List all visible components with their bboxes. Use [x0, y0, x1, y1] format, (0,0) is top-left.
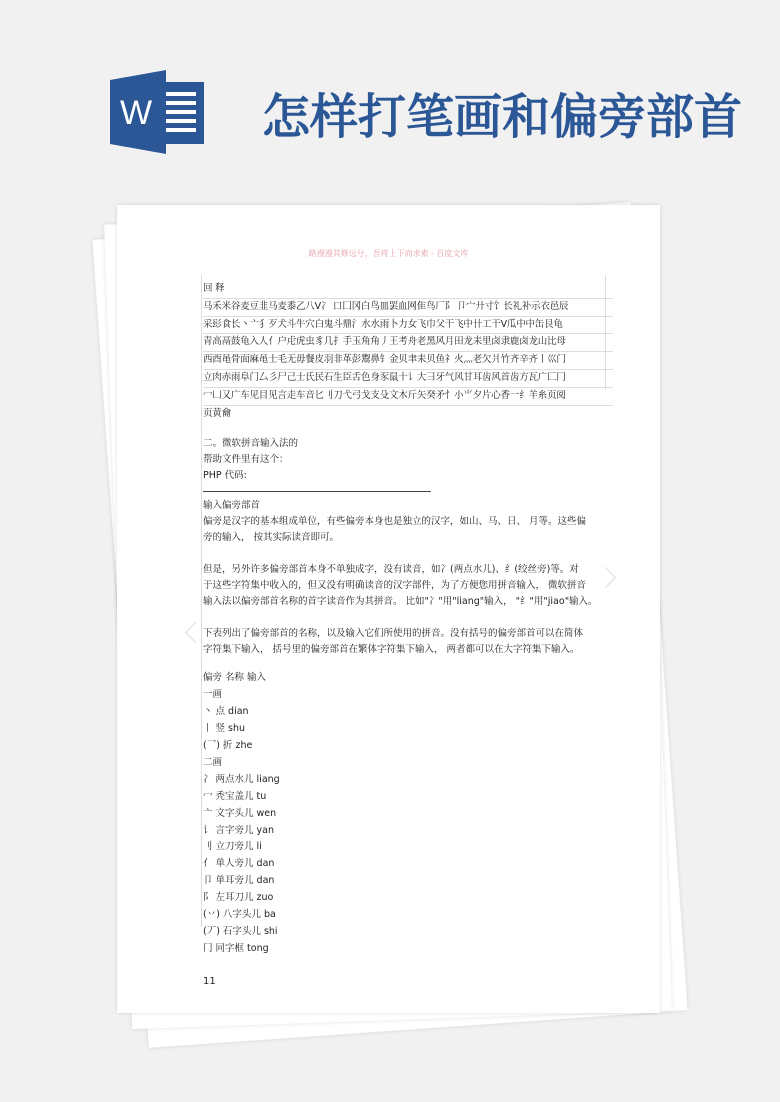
text-line: 偏旁是汉字的基本组成单位，有些偏旁本身也是独立的汉字，如山、马、日、 月等。这些偏: [203, 516, 587, 528]
table-row: 亠 文字头儿 wen: [203, 807, 277, 819]
grid-row: 采髟食长丶亠犭歹犬斗牛穴白鬼斗鼎氵水水雨卜力女飞巾父干飞中卄工干V瓜中中缶艮龟: [203, 317, 613, 335]
table-row: (丆) 石字头儿 shi: [203, 925, 278, 937]
divider: [203, 491, 431, 492]
text-line: 旁的输入， 按其实际读音即可。: [203, 532, 340, 544]
text-line: 字符集下输入， 括号里的偏旁部首在繁体字符集下输入， 两者都可以在大字符集下输入。: [203, 644, 580, 656]
svg-text:W: W: [119, 94, 153, 132]
table-row: 刂 立刀旁儿 li: [203, 841, 262, 853]
radical-table: [203, 670, 613, 957]
section-heading: 二。微软拼音输入法的: [203, 438, 299, 450]
table-row: 冫 两点水儿 liang: [203, 773, 280, 785]
table-row: (乛) 折 zhe: [203, 740, 253, 751]
grid-row: 青高鬲鼓龟入人亻户虍虎虫豸几扌手玉角角丿王考舟老黑风月田龙耒里卤隶鹿卤龙山比母: [203, 334, 613, 352]
table-row: 丶 点 dian: [203, 706, 249, 718]
text-line: PHP 代码:: [203, 470, 247, 482]
grid-row: 冖凵又广车见目见言走车音匕刂刀弋弓戈支殳文木斤矢癸矛忄小⺌夕片心香一纟羊糸页阅: [203, 388, 613, 406]
word-logo-icon: [108, 68, 208, 156]
grid-row: 马禾米谷麦豆韭马麦黍乙八V冫 口囗冈白鸟皿罢血网隹鸟厂阝 卩宀廾寸饣长礼补示衣邑辰: [203, 299, 613, 317]
table-row: 亻 单人旁儿 dan: [203, 858, 275, 870]
table-row: 二画: [203, 756, 223, 768]
document-title: 怎样打笔画和偏旁部首: [262, 89, 743, 145]
table-row: 一画: [203, 689, 223, 701]
text-line: 但是，另外许多偏旁部首本身不单独成字，没有读音，如冫(两点水儿)、纟(绞丝旁)等。对: [203, 564, 579, 576]
document-page: [117, 205, 660, 1013]
table-row: (丷) 八字头儿 ba: [203, 909, 276, 921]
table-row: 丨 竖 shu: [203, 723, 246, 735]
table-row: 冂 同字框 tong: [203, 942, 269, 954]
table-row: 阝 左耳刀儿 zuo: [203, 892, 274, 904]
text-line: 下表列出了偏旁部首的名称，以及输入它们所使用的拼音。没有括号的偏旁部首可以在简体: [203, 628, 584, 640]
grid-row: 回 释: [203, 281, 613, 299]
grid-row: 页黄龠: [203, 407, 231, 419]
radical-grid: [203, 281, 613, 422]
margin-line: [201, 275, 202, 927]
table-row: 讠 言字旁儿 yan: [203, 824, 275, 836]
text-line: 输入法以偏旁部首名称的首字读音作为其拼音。 比如"冫"用"liang"输入， "纟"用"jiao"输入。: [203, 596, 598, 608]
text-line: 帮助文件里有这个：: [203, 454, 289, 466]
text-line: 于这些字符集中收入的，但又没有明确读音的汉字部件，为了方便您用拼音输入， 微软拼音: [203, 580, 587, 592]
table-row: 冖 秃宝盖儿 tu: [203, 790, 267, 802]
section-heading: 输入偏旁部首: [203, 500, 261, 512]
table-header: 偏旁 名称 输入: [203, 672, 267, 684]
page-header-note: 路漫漫其修远兮，吾将上下而求索 - 百度文库: [308, 249, 469, 258]
grid-row: 西酉黾骨面麻黾士毛无毋餐皮羽非革彭鬻鼻钅金贝聿耒贝鱼礻火灬老欠爿竹齐辛齐丨巛门: [203, 352, 613, 370]
grid-row: 立肉赤雨阜门厶彡尸己士氏民石生臣舌色身豕鼠十讠大彐牙气风甘耳齿风首齿方瓦广匚冂: [203, 370, 613, 388]
table-row: 卩 单耳旁儿 dan: [203, 875, 275, 887]
page-number: 11: [203, 975, 216, 987]
